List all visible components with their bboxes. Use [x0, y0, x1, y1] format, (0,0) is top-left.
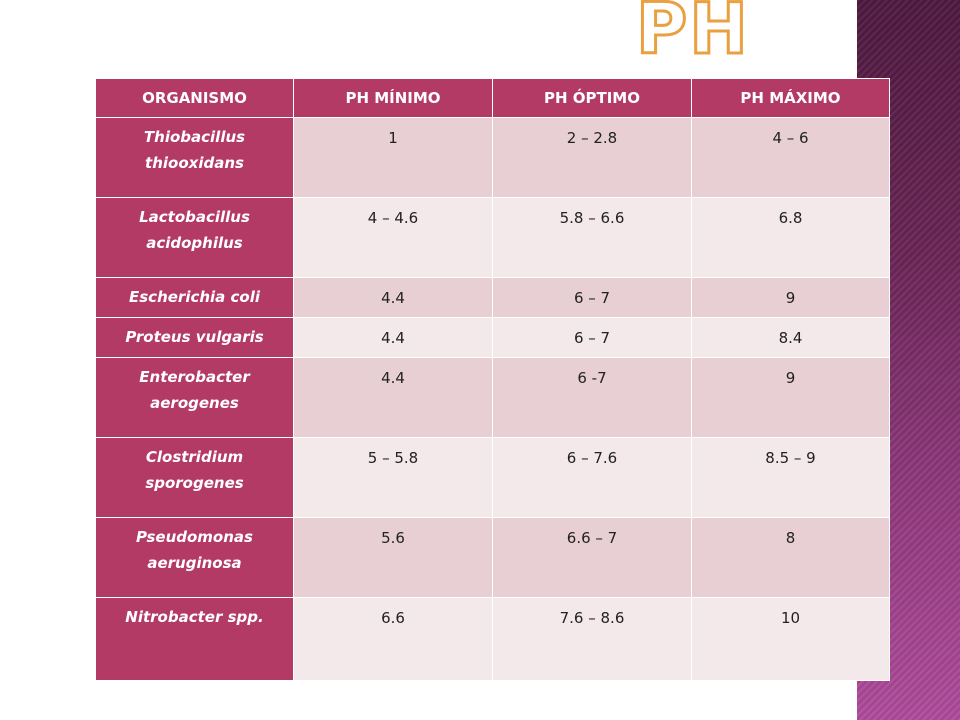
- organism-cell: Nitrobacter spp.: [96, 598, 294, 681]
- ph-max-cell: 8.4: [692, 318, 890, 358]
- ph-max-cell: 9: [692, 278, 890, 318]
- ph-min-cell: 5 – 5.8: [294, 438, 493, 518]
- organism-cell: Clostridium sporogenes: [96, 438, 294, 518]
- table-row: [96, 118, 890, 198]
- ph-table: [95, 78, 890, 681]
- table-row: [96, 278, 890, 318]
- table-header-row: [96, 79, 890, 118]
- ph-min-cell: 4.4: [294, 318, 493, 358]
- ph-opt-cell: 5.8 – 6.6: [493, 198, 692, 278]
- slide-title: PH: [636, 0, 750, 70]
- organism-cell: Enterobacter aerogenes: [96, 358, 294, 438]
- ph-opt-cell: 6 -7: [493, 358, 692, 438]
- table-row: [96, 598, 890, 681]
- organism-cell: Proteus vulgaris: [96, 318, 294, 358]
- ph-max-cell: 8.5 – 9: [692, 438, 890, 518]
- header-ph-maximo: PH MÁXIMO: [692, 79, 890, 118]
- ph-max-cell: 10: [692, 598, 890, 681]
- ph-max-cell: 6.8: [692, 198, 890, 278]
- header-ph-minimo: PH MÍNIMO: [294, 79, 493, 118]
- header-organismo: ORGANISMO: [96, 79, 294, 118]
- ph-min-cell: 4.4: [294, 358, 493, 438]
- organism-cell: Lactobacillus acidophilus: [96, 198, 294, 278]
- ph-min-cell: 1: [294, 118, 493, 198]
- table-row: [96, 518, 890, 598]
- ph-min-cell: 5.6: [294, 518, 493, 598]
- ph-max-cell: 8: [692, 518, 890, 598]
- table-row: [96, 438, 890, 518]
- ph-opt-cell: 6 – 7: [493, 278, 692, 318]
- ph-min-cell: 4 – 4.6: [294, 198, 493, 278]
- table-row: [96, 358, 890, 438]
- organism-cell: Thiobacillus thiooxidans: [96, 118, 294, 198]
- organism-cell: Pseudomonas aeruginosa: [96, 518, 294, 598]
- ph-max-cell: 9: [692, 358, 890, 438]
- table-row: [96, 318, 890, 358]
- ph-min-cell: 6.6: [294, 598, 493, 681]
- organism-cell: Escherichia coli: [96, 278, 294, 318]
- ph-min-cell: 4.4: [294, 278, 493, 318]
- ph-opt-cell: 6.6 – 7: [493, 518, 692, 598]
- ph-opt-cell: 7.6 – 8.6: [493, 598, 692, 681]
- table-row: [96, 198, 890, 278]
- ph-opt-cell: 6 – 7.6: [493, 438, 692, 518]
- header-ph-optimo: PH ÓPTIMO: [493, 79, 692, 118]
- ph-opt-cell: 2 – 2.8: [493, 118, 692, 198]
- ph-max-cell: 4 – 6: [692, 118, 890, 198]
- ph-opt-cell: 6 – 7: [493, 318, 692, 358]
